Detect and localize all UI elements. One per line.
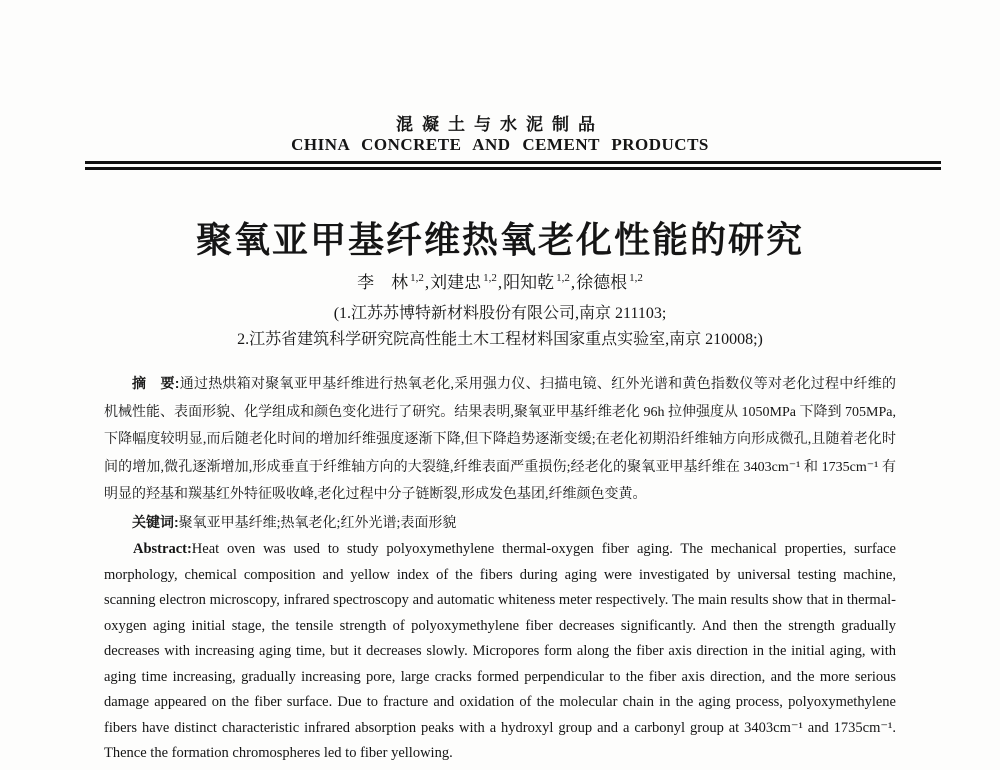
- english-abstract-text: Heat oven was used to study polyoxymethylene thermal-oxygen fiber aging. The mechanical properties, surface morphology, chemical composition and yellow index of the fibers during aging were investigated by universal testing machine, scanning electron microscopy, infrared spectroscopy and automatic whiteness meter respectively. The main results show that in thermal-oxygen aging initial stage, the tensile strength of polyoxymethylene fiber decreases significantly. And then the strength gradually decreases with increasing aging time, but it decreases slowly. Micropores form along the fiber axis direction in the initial aging, with aging time increasing, gradually increasing pore, large cracks formed perpendicular to the fiber axis direction, and the more serious damage appeared on the fiber surface. Due to fracture and oxidation of the molecular chain in the aging process, polyoxymethylene fibers have distinct characteristic infrared absorption peaks with a hydroxyl group and a carbonyl group at 3403cm⁻¹ and 1735cm⁻¹. Thence the formation chromospheres led to fiber yellowing.: [104, 541, 896, 761]
- abstract-section: [104, 370, 896, 767]
- author-separator: ,: [424, 273, 430, 292]
- keywords-paragraph: [104, 509, 896, 538]
- author-separator: ,: [570, 273, 576, 292]
- keywords-text: 聚氧亚甲基纤维;热氧老化;红外光谱;表面形貌: [178, 515, 457, 531]
- affiliations-block: [0, 301, 1000, 353]
- author-affiliation-superscript: 1,2: [556, 272, 570, 285]
- affiliation-line-2: 2.江苏省建筑科学研究院高性能土木工程材料国家重点实验室,南京 210008;): [237, 331, 763, 348]
- author-affiliation-superscript: 1,2: [629, 272, 643, 285]
- chinese-abstract-label: 摘 要:: [132, 375, 180, 391]
- keywords-label: 关键词:: [132, 513, 179, 530]
- english-abstract-paragraph: [104, 537, 896, 767]
- english-abstract-label: Abstract:: [133, 541, 192, 557]
- journal-name-chinese: 混凝土与水泥制品: [396, 115, 604, 134]
- article-title: 聚氧亚甲基纤维热氧老化性能的研究: [195, 219, 804, 261]
- author-line: [0, 268, 1000, 293]
- journal-name-english: CHINA CONCRETE AND CEMENT PRODUCTS: [291, 135, 709, 154]
- author-name: 李 林: [357, 273, 409, 292]
- author-affiliation-superscript: 1,2: [483, 272, 497, 285]
- chinese-abstract-text: 通过热烘箱对聚氧亚甲基纤维进行热氧老化,采用强力仪、扫描电镜、红外光谱和黄色指数仪等对老化过程中纤维的机械性能、表面形貌、化学组成和颜色变化进行了研究。结果表明,聚氧亚甲基纤维老化 96h 拉伸强度从 1050MPa 下降到 705MPa,下降幅度较明显,而后随老化时间的增加纤维强度逐渐下降,但下降趋势逐渐变缓;在老化初期沿纤维轴方向形成微孔,且随着老化时间的增加,微孔逐渐增加,形成垂直于纤维轴方向的大裂缝,纤维表面严重损伤;经老化的聚氧亚甲基纤维在 3403cm⁻¹ 和 1735cm⁻¹ 有明显的羟基和羰基红外特征吸收峰,老化过程中分子链断裂,形成发色基团,纤维颜色变黄。: [104, 377, 896, 502]
- author-separator: ,: [497, 273, 503, 292]
- author-affiliation-superscript: 1,2: [410, 272, 424, 285]
- author-name: 阳知乾: [503, 273, 555, 292]
- header-divider-rule: [85, 161, 941, 170]
- chinese-abstract-paragraph: [104, 370, 896, 509]
- author-name: 刘建忠: [430, 273, 482, 292]
- affiliation-line-1: (1.江苏苏博特新材料股份有限公司,南京 211103;: [333, 305, 667, 322]
- author-name: 徐德根: [576, 273, 628, 292]
